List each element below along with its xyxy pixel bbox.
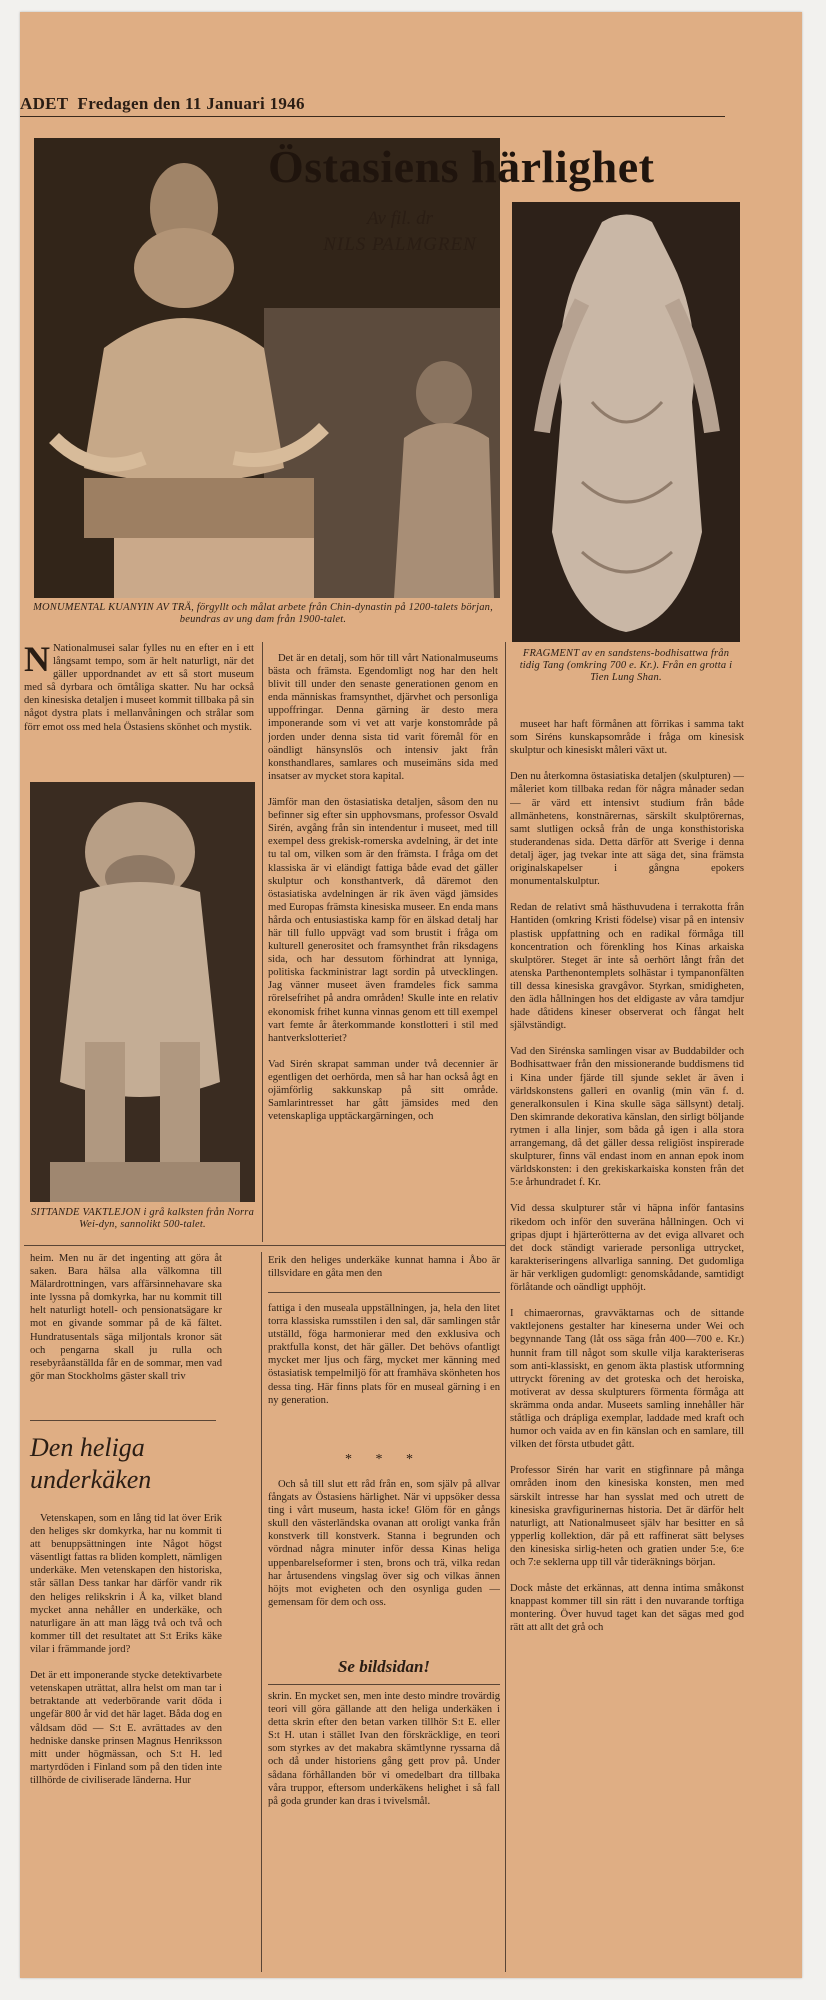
guardian-lion-icon [30, 782, 255, 1202]
headline: Östasiens härlighet [268, 141, 655, 192]
dropcap: N [24, 642, 50, 679]
article-column-middle-bottom-a [268, 1254, 500, 1284]
article-text-middle-bottom-d: skrin. En mycket sen, men inte desto mindre trovärdig teori vill göra gällande att den heliga underkäken i detta skrin efter den betan varken tillhör S:t E. eller S:t H. utan i stället Ivan den förskräcklige, en teori som styrkes av det makabra skämtlynne ryssarna då och då under historiens gång gett prov på. Under sådana förhållanden bör vi omedelbart dra tillbaka våra truppor, eftersom underkäkens helighet i så fall på goda grunder kan dras i tvivelsmål. [268, 1691, 500, 1807]
article-text-right: museet har haft förmånen att förrikas i samma takt som Siréns kunskapsområde i fråga om kinesisk skulptur och kinesiskt måleri växt ut. Den nu återkomna östasiatiska detaljen (skulpturen) — måleriet kom tillbaka redan för några månader sedan — är värd ett intensivt studium från både allmänhetens, konstnärernas, särskilt skulptörernas, samt slutligen också från de unga konsthistoriska studerandenas sida. Detta därför att Sverige i denna detalj äger, jag tvekar inte att säga det, sina främsta originalskapelser i gångna epokers monumentalskulptur. Redan de relativt små hästhuvudena i terrakotta från Hantiden (omkring Kristi födelse) visar på en intensiv plastisk uppfattning och en radikal förmåga till koncentration och förenkling hos Kinas arkaiska skulptörer. Steget är inte så oerhört långt från det atenska Parthenontemplets solhästar i tympanonfälten till dessa kinesiska gravgåvor. Styrkan, smidigheten, den ädla hållningen hos det eldigaste av våra tamdjur hade dåtidens kineser observerat och fångat helt självständigt. Vad den Sirénska samlingen visar av Buddabilder och Bodhisattwaer från den missionerande buddismens tid i Kina under fjärde till sjunde seklet är även i världskonstens galleri en ovanlig (min vän f. d. generalkonsulen i Kina skulle säga sällsynt) detalj. Den skimrande dekorativa känslan, den sirligt böljande rytmen i alla linjer, som båda gå igen i alla stora arrangemang, då det gäller dessa religiöst inspirerade skulpturer, finns väl endast inom en annan epok inom världskonsten: i den grekiskarkaiska konsten från det 5:e århundradet f. Kr. Vid dessa skulpturer står vi häpna inför fantasins rikedom och inför den suveräna hållningen. Och vi gripas djupt i hjärterötterna av det eviga allvaret och det dock ständigt varierade personliga uttrycket, karakteriseringens allvarliga sanning. Det gudomliga är här verkligen gudomligt: genomskådande, samtidigt förlåtande och oändligt upphöjt. I chimaerornas, gravväktarnas och de sittande vaktlejonens gestalter har kineserna under Wei och begynnande Tang (låt oss säga från 400—700 e. Kr.) hunnit fram till något som skulle vilja karakteriseras som anti-klassiskt, en genom äkta plastisk utformning uttryckt förening av det groteska och det heroiska, motiverat av dessa skulpturers förmenta förmåga att skrämma onda andar. Museets samling innehåller här ståtliga och drápliga exemplar, laddade med kraft och humor och vaida av en fin känslan och en samlare, till vilken det första utbudet gått. Professor Sirén har varit en stigfinnare på många områden inom den kinesiska konsten, men med särskilt intresse har han sysslat med och utrett de kinesiska gravfigurinernas historia. Det är därför helt naturligt, att Nationalmuseet själv har besitter en så ypperlig kollektion, där på ett raffinerat sätt belyses den kinesiska sirlig-heten och gratien under 5:e, 6:e och 7:e seklerna upp till vår tideräknings början. Dock måste det erkännas, att denna intima småkonst knappast kommer till sin rätt i den nuvarande torftiga montering. Över huvud taget kan det sägas med god rätt att allt det grå och [510, 719, 744, 1634]
section-divider [24, 1245, 505, 1246]
section-stars: * * * [345, 1452, 423, 1467]
article-column-left-bottom [30, 1512, 222, 1972]
subhead-rule [30, 1420, 216, 1421]
article-text-middle-bottom-a: Erik den heliges underkäke kunnat hamna i Åbo är tillsvidare en gåta men den [268, 1255, 500, 1280]
kuanyin-statue-icon [34, 138, 500, 598]
byline-author: NILS PALMGREN [323, 234, 477, 255]
article-text-left-top: Nationalmusei salar fylles nu en efter en i ett långsamt tempo, som är helt naturligt, när det gäller uppordnandet av ett så stort museum med så dyrbara och ömtåliga skatter. Nu har också den kinesiska detaljen i museet kommit tillbaka på sin något dystra plats i mellanvåningen och strålar som förr emot oss med hela Östasiens skönhet och mystik. [24, 643, 254, 733]
bodhisattva-fragment-icon [512, 202, 740, 642]
article-column-middle-top [268, 652, 498, 1244]
masthead-date: Fredagen den 11 Januari 1946 [77, 94, 305, 113]
caption-vaktlejon: SITTANDE VAKTLEJON i grå kalksten från Norra Wei-dyn, sannolikt 500-talet. [30, 1207, 255, 1230]
article-text-left-bottom: Vetenskapen, som en lång tid lat över Erik den heliges skr domkyrka, har nu kommit ti att benuppsättningen inte Något högst väsentligt fattas ra bliden komplett, nämligen underkäke. Men vetenskapen den historiska, står sällan Dess tankar har därför vandr rik den heliges relikskrin i Å ka, vilket bland mycket anna nehåller en underkäke, och naturligare än att man lägg två och två och kommer till det resultatet att S:t Eriks käke vilar i främmande jord? Det är ett imponerande stycke detektivarbete vetenskapen uträttat, allra helst om man tar i betraktande att vederbörande varit döda i ungefär 800 år vid det här laget. Båda dog en våldsam död — S:t E. avrättades av den hedniske danske prinsen Magnus Henriksson mitt under högmässan, och S:t H. led martyrdöden i Finland som på den tiden inte tillhörde de civiliserade länderna. Hur [30, 1513, 222, 1786]
column-divider-3 [261, 1252, 262, 1972]
masthead-paper: ADET [20, 94, 69, 113]
se-bildsidan: Se bildsidan! [337, 1657, 431, 1676]
article-column-left-top [24, 642, 254, 772]
caption-kuanyin: MONUMENTAL KUANYIN AV TRÄ, förgyllt och målat arbete från Chin-dynastin på 1200-talets början, beundras av ung dam från 1900-talet. [33, 602, 493, 625]
masthead [20, 94, 305, 114]
article-text-middle-top: Det är en detalj, som hör till vårt Nationalmuseums bästa och främsta. Egendomligt nog har den helt blivit till under den senaste generationen genom en enda människas framsynthet, djärvhet och personliga uppoffringar. Denna gärning är desto mera imponerande som vi vet att varje konstområde på jorden under denna sista tid varit föremål för en oändligt hänsynslös och intensiv jakt från konsthandlares, samlares och museimäns sida med insatser av mycket stora kapital. Jämför man den östasiatiska detaljen, såsom den nu befinner sig efter sin upphovsmans, professor Osvald Sirén, avgång från sin intendentur i museet, med till exempel dess grekisk-romerska avdelning, är det inte tu tal om, vilken som är den främsta. I fråga om det klassiska är vi eländigt fattiga både evad det gäller skulptur och konsthantverk, då däremot den östasiatiska avdelningen är rik även vägd jämsides med Europas främsta kinesiska museer. En enda mans hårda och entusiastiska kamp för en älskad detalj har här till fullo uppvägt vad som brustit i fråga om kulturell generositet och framsynthet från riksdagens sida, och har dessutom förhindrat att lynniga, politiska fackministrar lagt sordin på utvecklingen. Jag vänner museet även framdeles fick samma rörelsefrihet på andra områden! Skulle inte en relativ ekonomisk frihet kunna vinnas genom ett till exempel vart femte år återkommande konstlotteri i stil med hantverkslotteriet? Vad Sirén skrapat samman under två decennier är egentligen det oerhörda, men så har han också ågt en ojämförlig sakkunskap på sitt område. Samlarintresset har gått jämsides med den vetenskapliga upptäckargärningen, och [268, 653, 498, 1123]
newspaper-clipping [20, 12, 802, 1978]
column-divider-1 [262, 642, 263, 1242]
article-text-middle-bottom-c: Och så till slut ett råd från en, som själv på allvar fångats av Östasiens härlighet. När vi uppsöker dessa ting i vårt museum, hasta icke! Glöm för en gångs skull den västerländska ovanan att oroligt vanka från konstverk till konstverk. Stanna i begrunden och vördnad några minuter inför dessa Kinas heliga uppenbarelseformer i sten, brons och trä, vilka redan har årtusendens vingslag över sig och vilkas ännen höjts mot evigheten och den osynliga guden — gemensam för dem och oss. [268, 1479, 500, 1608]
fragment-photo [512, 202, 740, 642]
article-column-middle-bottom-c [268, 1478, 500, 1658]
vaktlejon-photo [30, 782, 255, 1202]
article-column-middle-bottom-b [268, 1302, 500, 1444]
byline-prefix: Av fil. dr [367, 208, 433, 229]
kuanyin-photo [34, 138, 500, 598]
article-column-right [510, 718, 744, 1968]
middle-divider-b [268, 1684, 500, 1685]
article-text-middle-bottom-b: fattiga i den museala uppställningen, ja, hela den litet torra klassiska rumsstilen i den sal, där samlingen står utställd, föga harmonierar med den exklusiva och praktfulla konst, det här gäller. Det behövs ofantligt mycket mer ljus och färg, mycket mer känning med östasiatisk tempelmiljö för att framhäva skönheten hos dessa ting. Här finns plats för en museal gärning i en ny generation. [268, 1303, 500, 1406]
column-divider-2 [505, 642, 506, 1972]
article-column-middle-bottom-d [268, 1690, 500, 1870]
article-text-left-bottom-top: heim. Men nu är det ingenting att göra åt saken. Bara hälsa alla välkomna till Mälardrottningen, vars affärsinnehavare ska inte lyssna på domkyrka, har nu kommit till helt naturligt hotell- och pensionatsägare kr mot en givande sommar på de kä fältet. Hundratusentals säga miljontals kronor sät och pengarna skall ju rulla och resebyråanställda får en de sommar, men vad gör man Stockholms gäster skall triv [30, 1253, 222, 1382]
masthead-rule [20, 116, 725, 117]
middle-divider-a [268, 1292, 500, 1293]
subhead-underkaken: Den heliga underkäken [30, 1433, 152, 1494]
article-column-left-bottom-top [30, 1252, 222, 1432]
caption-fragment: FRAGMENT av en sandstens-bodhisattwa från tidig Tang (omkring 700 e. Kr.). Från en grotta i Tien Lung Shan. [519, 648, 733, 683]
